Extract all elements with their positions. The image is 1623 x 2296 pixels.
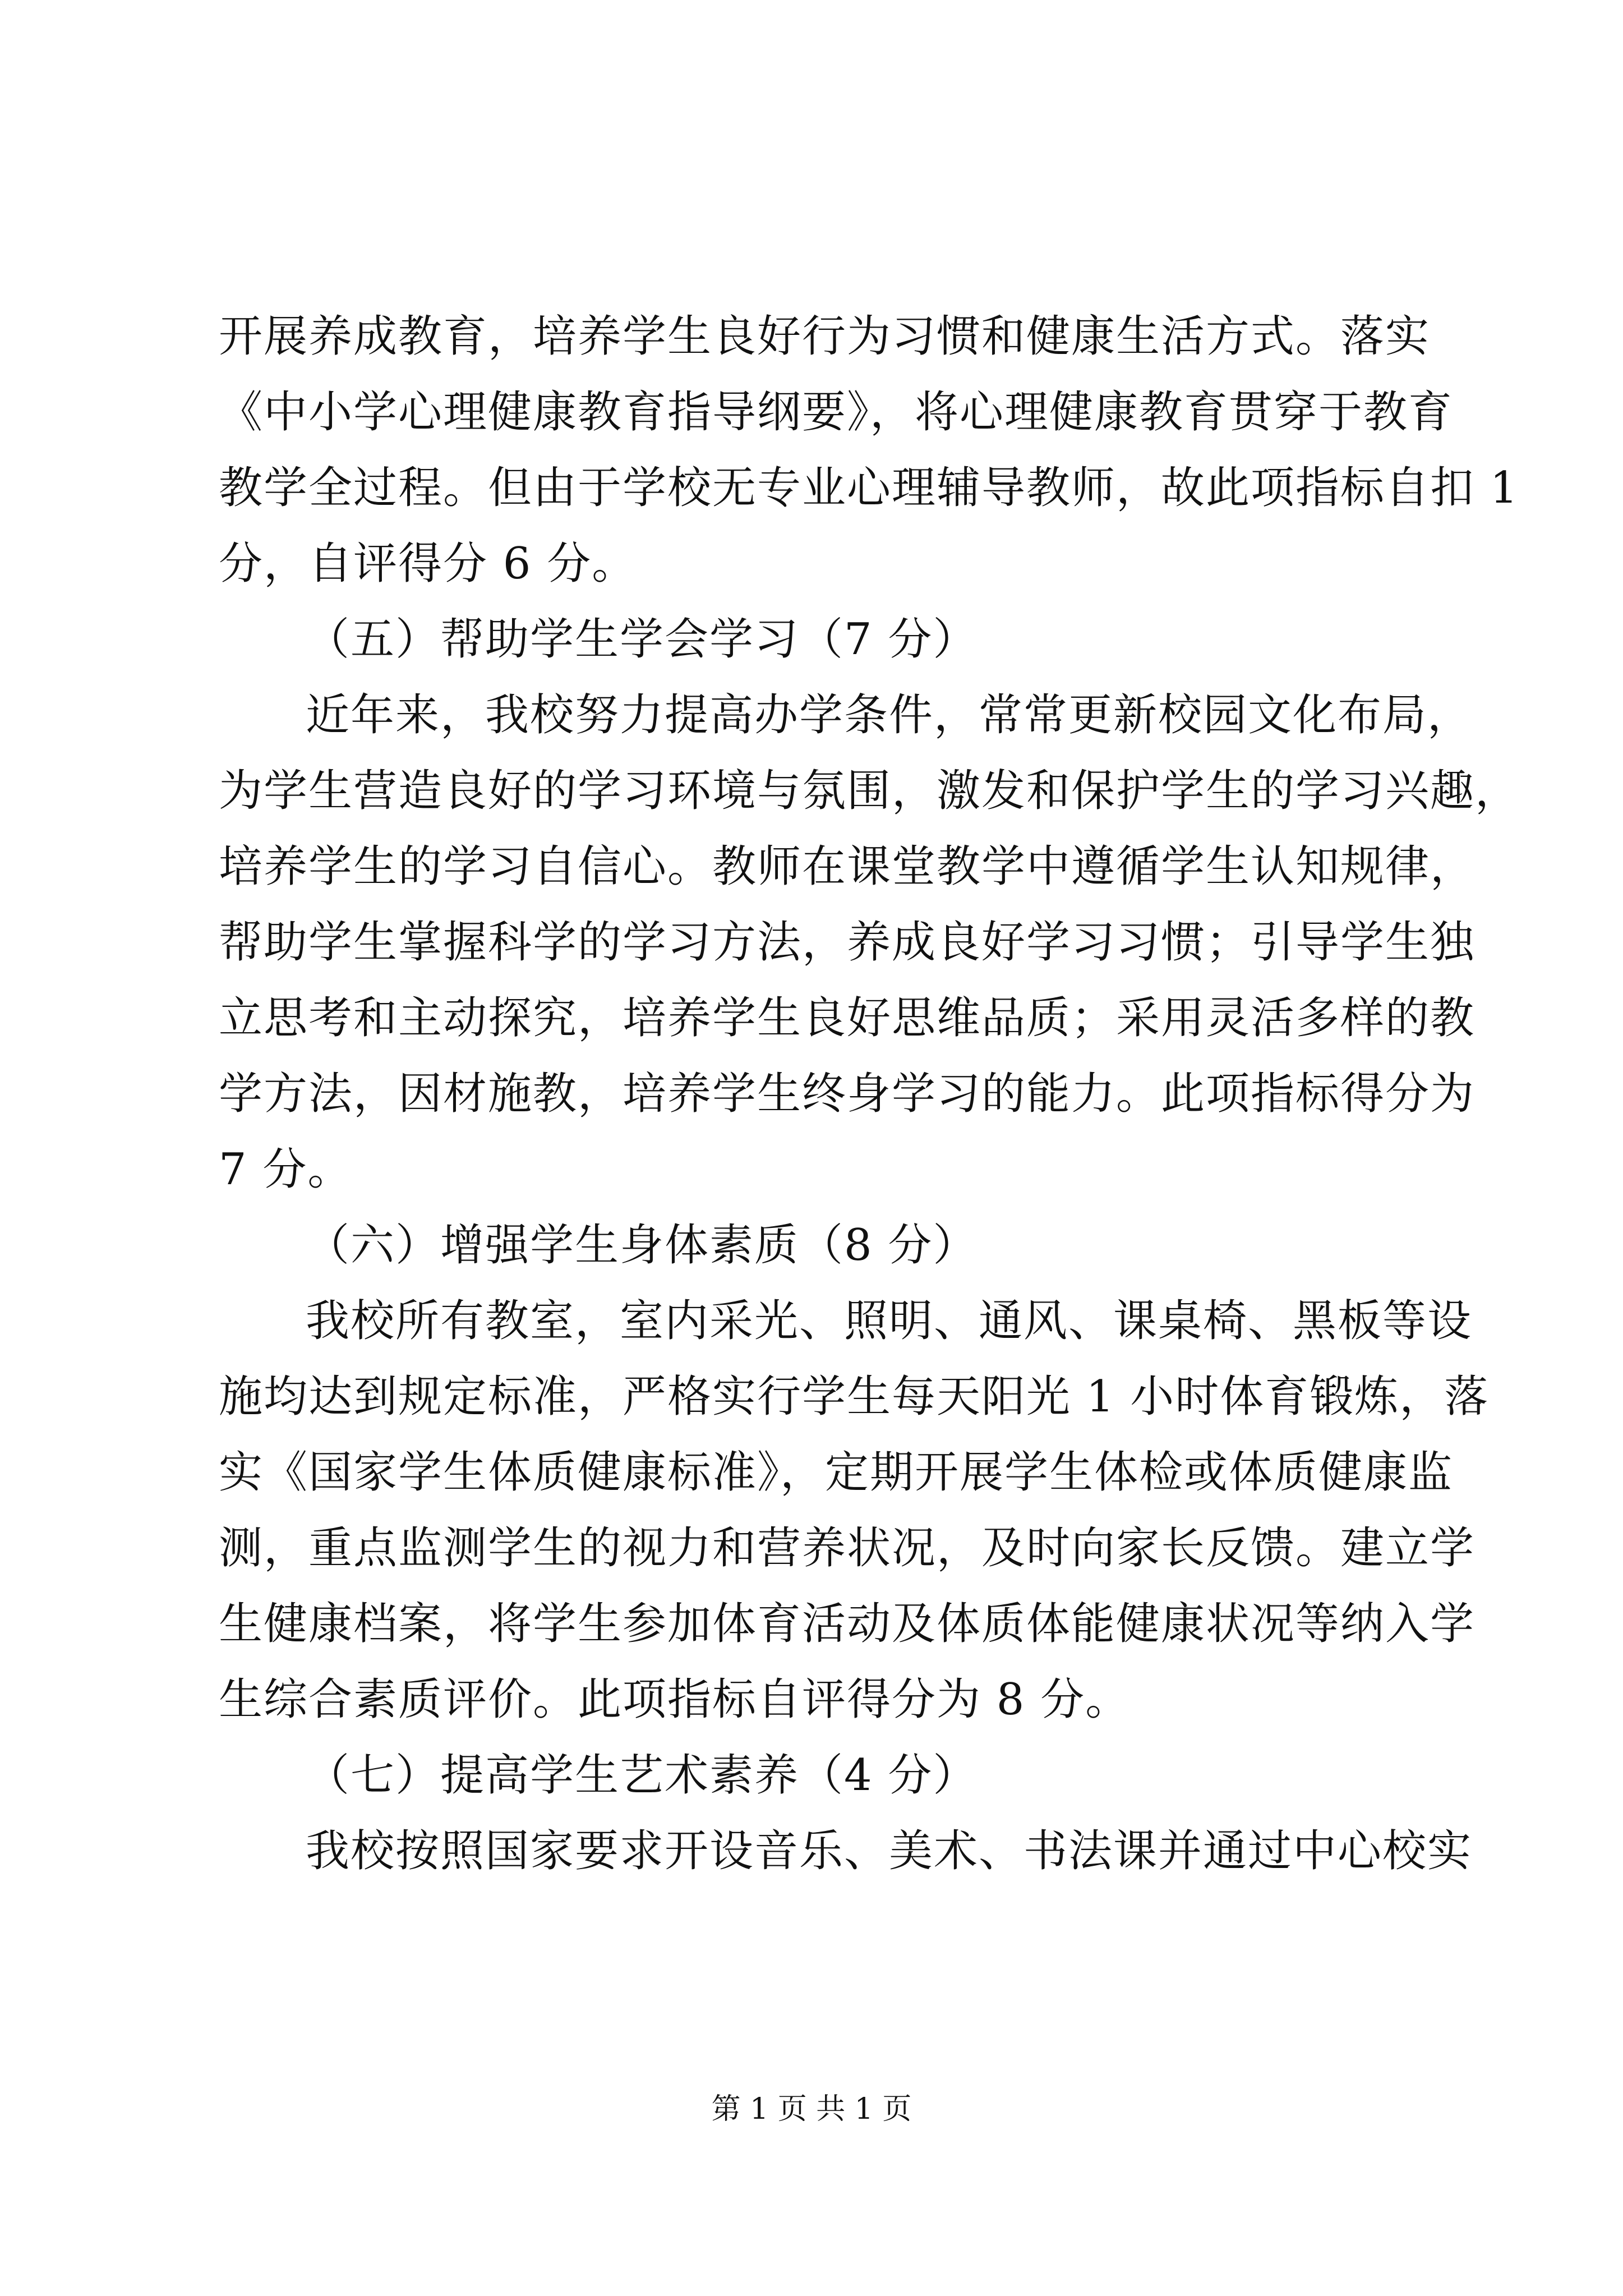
paragraph-line: 我校按照国家要求开设音乐、美术、书法课并通过中心校实 xyxy=(306,1826,1473,1876)
paragraph-line: 生健康档案，将学生参加体育活动及体质体能健康状况等纳入学 xyxy=(219,1599,1476,1649)
paragraph-line: 学方法，因材施教，培养学生终身学习的能力。此项指标得分为 xyxy=(219,1069,1476,1119)
paragraph-line: 立思考和主动探究，培养学生良好思维品质；采用灵活多样的教 xyxy=(219,993,1476,1043)
paragraph-line: 帮助学生掌握科学的学习方法，养成良好学习习惯；引导学生独 xyxy=(219,917,1476,968)
paragraph-line: 培养学生的学习自信心。教师在课堂教学中遵循学生认知规律， xyxy=(219,841,1476,892)
page-footer: 第 1 页 共 1 页 xyxy=(711,2092,912,2126)
paragraph-line: 测，重点监测学生的视力和营养状况，及时向家长反馈。建立学 xyxy=(219,1523,1476,1573)
paragraph-line: 《中小学心理健康教育指导纲要》，将心理健康教育贯穿于教育 xyxy=(219,387,1454,438)
section-heading: （五）帮助学生学会学习（7 分） xyxy=(306,614,978,665)
paragraph-line: 施均达到规定标准，严格实行学生每天阳光 1 小时体育锻炼，落 xyxy=(219,1372,1490,1422)
paragraph-line: 教学全过程。但由于学校无专业心理辅导教师，故此项指标自扣 1 xyxy=(219,463,1519,513)
paragraph-line: 近年来，我校努力提高办学条件，常常更新校园文化布局， xyxy=(306,690,1473,740)
section-heading: （六）增强学生身体素质（8 分） xyxy=(306,1220,978,1271)
paragraph-line: 实《国家学生体质健康标准》，定期开展学生体检或体质健康监 xyxy=(219,1447,1454,1498)
paragraph-line: 为学生营造良好的学习环境与氛围，激发和保护学生的学习兴趣， xyxy=(219,766,1520,816)
paragraph-line: 我校所有教室，室内采光、照明、通风、课桌椅、黑板等设 xyxy=(306,1296,1473,1346)
section-heading: （七）提高学生艺术素养（4 分） xyxy=(306,1750,978,1801)
paragraph-line: 生综合素质评价。此项指标自评得分为 8 分。 xyxy=(219,1674,1131,1725)
paragraph-line: 开展养成教育，培养学生良好行为习惯和健康生活方式。落实 xyxy=(219,311,1431,362)
paragraph-line: 分，自评得分 6 分。 xyxy=(219,539,637,589)
paragraph-line: 7 分。 xyxy=(219,1144,353,1195)
